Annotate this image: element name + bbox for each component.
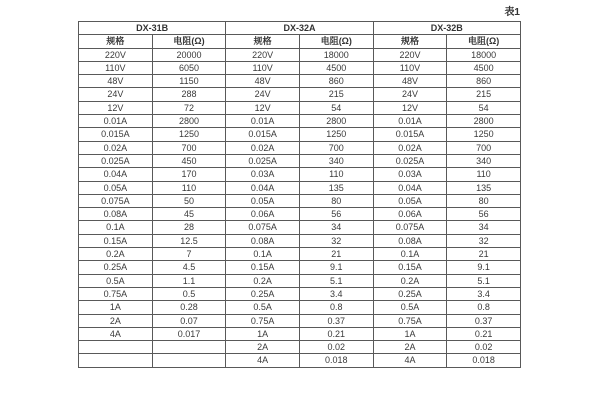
spec-cell: 0.1A (79, 221, 153, 234)
resistance-cell: 56 (447, 208, 521, 221)
resistance-cell: 34 (447, 221, 521, 234)
resistance-cell: 18000 (299, 48, 373, 61)
spec-cell: 4A (373, 354, 447, 367)
table-row (79, 141, 521, 154)
spec-cell: 12V (79, 101, 153, 114)
spec-cell: 0.02A (373, 141, 447, 154)
group-header-row (79, 22, 521, 35)
spec-cell: 0.06A (373, 208, 447, 221)
spec-cell: 0.015A (373, 128, 447, 141)
resistance-cell: 1.1 (152, 274, 226, 287)
table-row (79, 354, 521, 367)
spec-cell: 0.08A (373, 234, 447, 247)
column-header-row (79, 35, 521, 48)
spec-cell: 0.75A (226, 314, 300, 327)
spec-cell: 2A (226, 341, 300, 354)
resistance-cell: 0.8 (447, 301, 521, 314)
table-row (79, 248, 521, 261)
spec-cell: 0.15A (79, 234, 153, 247)
resistance-cell: 3.4 (447, 287, 521, 300)
spec-cell: 0.015A (79, 128, 153, 141)
spec-column-header: 规格 (373, 35, 447, 48)
table-row (79, 168, 521, 181)
spec-cell: 0.075A (226, 221, 300, 234)
resistance-cell: 54 (447, 101, 521, 114)
resistance-cell: 450 (152, 154, 226, 167)
spec-cell: 0.04A (373, 181, 447, 194)
resistance-cell: 0.21 (447, 327, 521, 340)
table-row (79, 287, 521, 300)
group-title-dx-32a: DX-32A (226, 22, 373, 35)
table-caption: 表1 (504, 7, 520, 18)
resistance-cell: 1250 (299, 128, 373, 141)
resistance-cell: 110 (447, 168, 521, 181)
resistance-cell: 50 (152, 194, 226, 207)
resistance-cell: 340 (447, 154, 521, 167)
spec-cell: 0.1A (226, 248, 300, 261)
spec-cell: 4A (79, 327, 153, 340)
resistance-cell: 288 (152, 88, 226, 101)
spec-cell: 0.025A (226, 154, 300, 167)
resistance-column-header: 电阻(Ω) (152, 35, 226, 48)
resistance-cell: 860 (447, 75, 521, 88)
resistance-cell: 9.1 (447, 261, 521, 274)
spec-cell: 0.03A (373, 168, 447, 181)
resistance-cell: 80 (447, 194, 521, 207)
resistance-cell: 0.018 (447, 354, 521, 367)
resistance-cell: 700 (152, 141, 226, 154)
spec-cell: 0.15A (226, 261, 300, 274)
resistance-cell: 0.02 (299, 341, 373, 354)
resistance-spec-table (78, 21, 521, 368)
spec-cell: 0.025A (79, 154, 153, 167)
spec-cell: 0.01A (79, 115, 153, 128)
table-row (79, 101, 521, 114)
resistance-cell: 2800 (152, 115, 226, 128)
resistance-cell: 170 (152, 168, 226, 181)
table-row (79, 208, 521, 221)
spec-cell: 0.01A (226, 115, 300, 128)
spec-cell: 0.01A (373, 115, 447, 128)
resistance-column-header: 电阻(Ω) (299, 35, 373, 48)
spec-cell: 0.2A (226, 274, 300, 287)
resistance-cell: 20000 (152, 48, 226, 61)
resistance-cell: 34 (299, 221, 373, 234)
spec-cell: 0.15A (373, 261, 447, 274)
spec-cell: 110V (373, 61, 447, 74)
resistance-cell: 18000 (447, 48, 521, 61)
spec-cell: 0.25A (373, 287, 447, 300)
spec-cell: 0.05A (79, 181, 153, 194)
resistance-cell (152, 341, 226, 354)
spec-cell: 0.03A (226, 168, 300, 181)
resistance-cell: 135 (299, 181, 373, 194)
resistance-cell: 12.5 (152, 234, 226, 247)
spec-cell (79, 354, 153, 367)
spec-cell: 48V (373, 75, 447, 88)
resistance-cell: 80 (299, 194, 373, 207)
spec-cell: 24V (373, 88, 447, 101)
resistance-cell: 56 (299, 208, 373, 221)
spec-cell: 110V (79, 61, 153, 74)
spec-cell: 0.05A (373, 194, 447, 207)
resistance-cell: 860 (299, 75, 373, 88)
table-row (79, 75, 521, 88)
table-row (79, 88, 521, 101)
resistance-cell: 340 (299, 154, 373, 167)
spec-cell: 0.04A (226, 181, 300, 194)
resistance-cell: 135 (447, 181, 521, 194)
resistance-cell: 110 (299, 168, 373, 181)
spec-cell: 1A (373, 327, 447, 340)
resistance-cell: 215 (447, 88, 521, 101)
resistance-cell: 2800 (447, 115, 521, 128)
spec-cell: 0.075A (79, 194, 153, 207)
resistance-column-header: 电阻(Ω) (447, 35, 521, 48)
spec-cell: 12V (226, 101, 300, 114)
spec-cell: 48V (79, 75, 153, 88)
resistance-cell: 5.1 (299, 274, 373, 287)
table-row (79, 128, 521, 141)
resistance-cell: 72 (152, 101, 226, 114)
resistance-cell: 4500 (447, 61, 521, 74)
resistance-cell: 32 (299, 234, 373, 247)
spec-cell: 0.75A (79, 287, 153, 300)
table-row (79, 181, 521, 194)
spec-cell: 0.75A (373, 314, 447, 327)
spec-cell: 0.25A (226, 287, 300, 300)
resistance-cell: 0.37 (299, 314, 373, 327)
resistance-cell (152, 354, 226, 367)
resistance-cell: 110 (152, 181, 226, 194)
spec-cell: 24V (226, 88, 300, 101)
spec-cell: 0.025A (373, 154, 447, 167)
spec-cell: 0.2A (79, 248, 153, 261)
table-row (79, 301, 521, 314)
resistance-cell: 0.07 (152, 314, 226, 327)
spec-cell: 0.25A (79, 261, 153, 274)
resistance-cell: 9.1 (299, 261, 373, 274)
group-title-dx-32b: DX-32B (373, 22, 520, 35)
table-row (79, 154, 521, 167)
resistance-cell: 32 (447, 234, 521, 247)
table-row (79, 314, 521, 327)
resistance-cell: 0.018 (299, 354, 373, 367)
resistance-cell: 3.4 (299, 287, 373, 300)
resistance-cell: 0.5 (152, 287, 226, 300)
resistance-cell: 21 (447, 248, 521, 261)
spec-cell: 2A (79, 314, 153, 327)
table-row (79, 221, 521, 234)
spec-cell: 0.02A (226, 141, 300, 154)
resistance-cell: 2800 (299, 115, 373, 128)
spec-cell: 220V (79, 48, 153, 61)
table-row (79, 115, 521, 128)
resistance-cell: 1250 (152, 128, 226, 141)
spec-cell (79, 341, 153, 354)
spec-cell: 0.075A (373, 221, 447, 234)
spec-cell: 0.06A (226, 208, 300, 221)
spec-cell: 0.015A (226, 128, 300, 141)
table-row (79, 327, 521, 340)
spec-cell: 0.1A (373, 248, 447, 261)
spec-cell: 220V (226, 48, 300, 61)
spec-cell: 0.5A (79, 274, 153, 287)
table-row (79, 274, 521, 287)
resistance-cell: 0.8 (299, 301, 373, 314)
table-row (79, 261, 521, 274)
resistance-cell: 0.28 (152, 301, 226, 314)
resistance-cell: 0.21 (299, 327, 373, 340)
spec-cell: 220V (373, 48, 447, 61)
spec-cell: 0.05A (226, 194, 300, 207)
spec-cell: 1A (79, 301, 153, 314)
spec-cell: 0.08A (79, 208, 153, 221)
resistance-cell: 45 (152, 208, 226, 221)
spec-cell: 48V (226, 75, 300, 88)
resistance-cell: 54 (299, 101, 373, 114)
resistance-cell: 700 (447, 141, 521, 154)
resistance-cell: 0.017 (152, 327, 226, 340)
spec-cell: 0.04A (79, 168, 153, 181)
resistance-cell: 0.37 (447, 314, 521, 327)
spec-cell: 2A (373, 341, 447, 354)
spec-cell: 4A (226, 354, 300, 367)
resistance-cell: 7 (152, 248, 226, 261)
resistance-cell: 21 (299, 248, 373, 261)
table-row (79, 194, 521, 207)
spec-cell: 0.5A (373, 301, 447, 314)
resistance-cell: 700 (299, 141, 373, 154)
resistance-cell: 6050 (152, 61, 226, 74)
spec-cell: 0.08A (226, 234, 300, 247)
table-row (79, 234, 521, 247)
spec-cell: 0.5A (226, 301, 300, 314)
spec-cell: 0.2A (373, 274, 447, 287)
table-row (79, 341, 521, 354)
resistance-cell: 1250 (447, 128, 521, 141)
resistance-cell: 0.02 (447, 341, 521, 354)
spec-cell: 0.02A (79, 141, 153, 154)
spec-column-header: 规格 (79, 35, 153, 48)
table-row (79, 48, 521, 61)
resistance-cell: 1150 (152, 75, 226, 88)
resistance-cell: 4500 (299, 61, 373, 74)
spec-cell: 110V (226, 61, 300, 74)
spec-column-header: 规格 (226, 35, 300, 48)
spec-cell: 12V (373, 101, 447, 114)
resistance-cell: 5.1 (447, 274, 521, 287)
resistance-cell: 215 (299, 88, 373, 101)
spec-cell: 1A (226, 327, 300, 340)
resistance-cell: 28 (152, 221, 226, 234)
spec-cell: 24V (79, 88, 153, 101)
resistance-cell: 4.5 (152, 261, 226, 274)
group-title-dx-31b: DX-31B (79, 22, 226, 35)
table-row (79, 61, 521, 74)
